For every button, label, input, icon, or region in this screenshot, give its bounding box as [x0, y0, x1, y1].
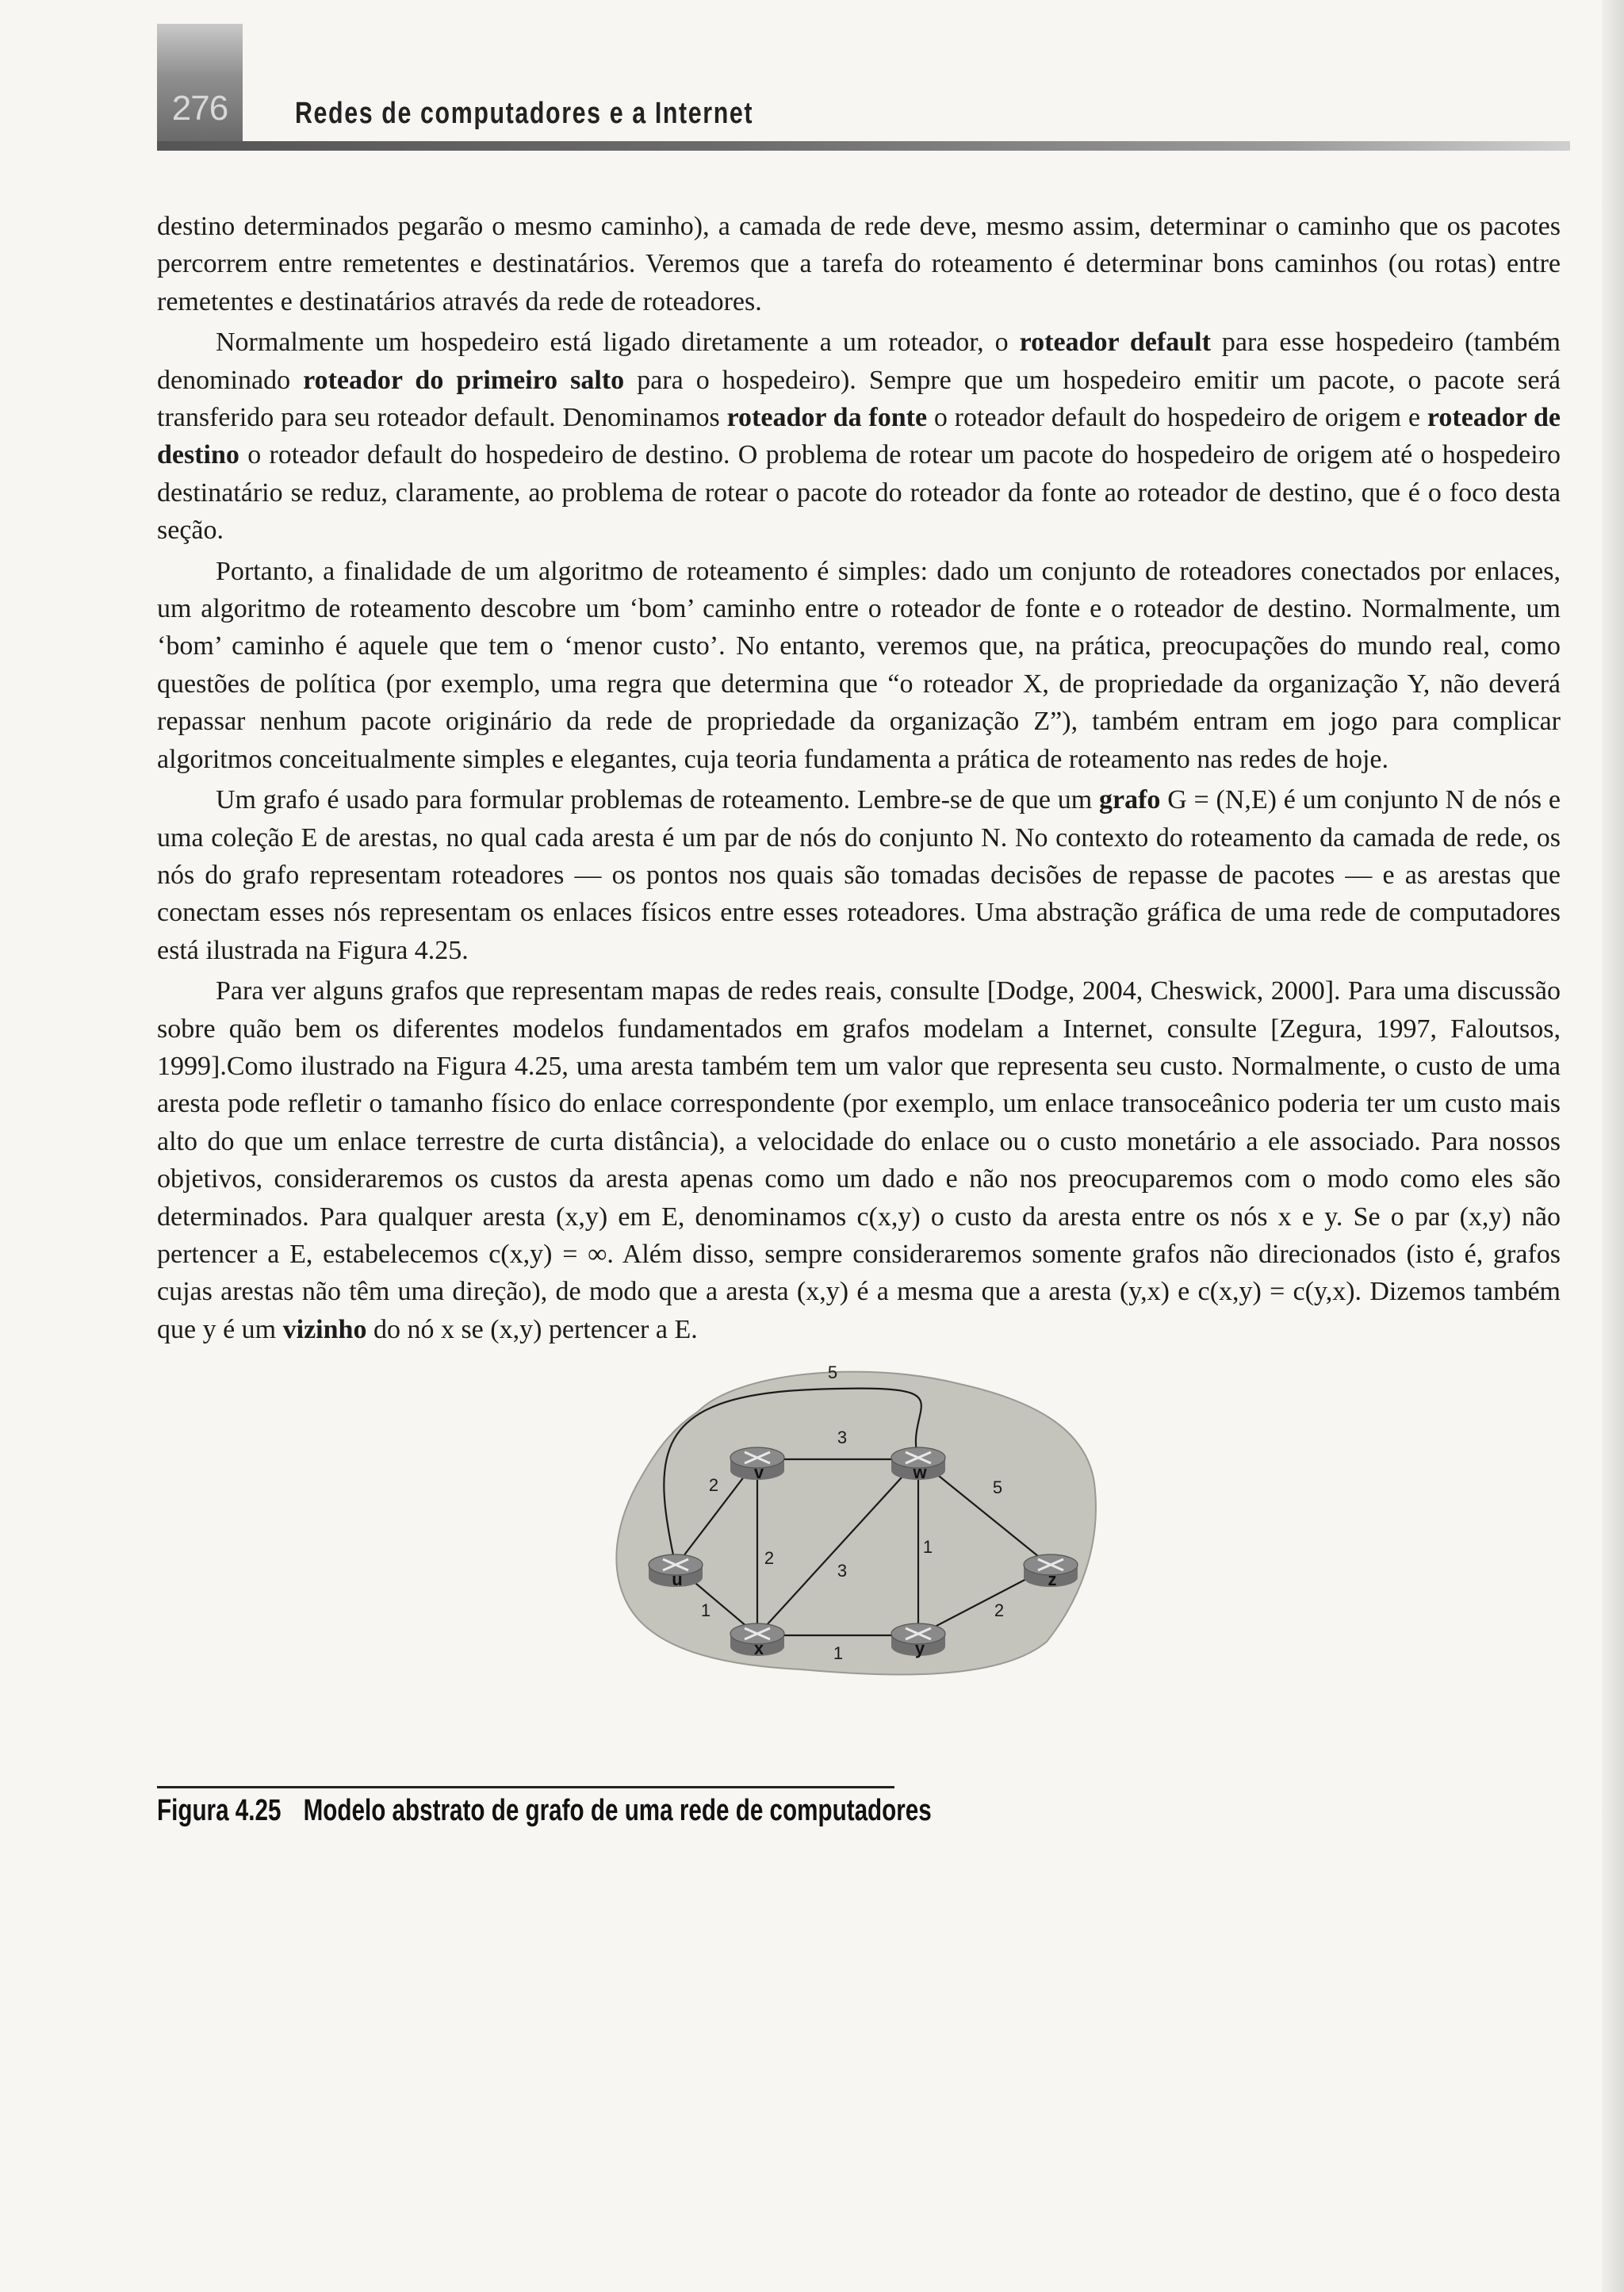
caption-rule [157, 1786, 894, 1788]
page-number: 276 [171, 89, 228, 128]
router-node-x [730, 1623, 784, 1658]
router-node-u [649, 1554, 703, 1589]
term-roteador-destino: roteador de destino [157, 403, 1561, 470]
header-rule [157, 141, 1570, 151]
term-vizinho: vizinho [282, 1314, 367, 1344]
running-head: Redes de computadores e a Internet [295, 97, 754, 130]
paragraph-4 [157, 781, 1561, 969]
paragraph-2 [157, 324, 1561, 549]
paragraph-1: destino determinados pegarão o mesmo caminho), a camada de rede deve, mesmo assim, determinar o caminho que os pacotes percorrem entre remetentes e destinatários. Veremos que a tarefa do roteamento é determinar bons caminhos (ou rotas) entre remetentes e destinatários através da rede de roteadores. [157, 212, 1561, 316]
router-node-z [1024, 1554, 1078, 1589]
router-node-y [891, 1623, 945, 1658]
router-label: y [914, 1639, 925, 1658]
edge-cost-label: 3 [837, 1428, 848, 1447]
text-run: o roteador default do hospedeiro de origem e [927, 403, 1427, 433]
paragraph-3: Portanto, a finalidade de um algoritmo de roteamento é simples: dado um conjunto de roteadores conectados por enlaces, um algoritmo de roteamento descobre um ‘bom’ caminho entre o roteador de fonte e o roteador de destino. Normalmente, um ‘bom’ caminho é aquele que tem o ‘menor custo’. No entanto, veremos que, na prática, preocupações do mundo real, como questões de política (por exemplo, uma regra que determina que “o roteador X, de propriedade da organização Y, não deverá repassar nenhum pacote originário da rede de propriedade da organização Z”), também entram em jogo para complicar algoritmos conceitualmente simples e elegantes, cuja teoria fundamenta a prática de roteamento nas redes de hoje. [157, 556, 1561, 774]
term-primeiro-salto: roteador do primeiro salto [303, 365, 625, 395]
edge-cost-label: 5 [992, 1478, 1003, 1497]
text-run: para o hospedeiro). Sempre que um hospedeiro emitir um pacote, o pacote será transferido para seu roteador default. Denominamos [157, 365, 1561, 433]
text-run: Para ver alguns grafos que representam mapas de redes reais, consulte [Dodge, 2004, Cheswick, 2000]. Para uma discussão sobre quão bem os diferentes modelos fundamentados em grafos modelam a Internet, consulte [Zegura, 1997, Faloutsos, 1999].Como ilustrado na Figura 4.25, uma aresta também tem um valor que representa seu custo. Normalmente, o custo de uma aresta pode refletir o tamanho físico do enlace correspondente (por exemplo, um enlace transoceânico poderia ter um custo mais alto do que um enlace terrestre de curta distância), a velocidade do enlace ou o custo monetário a ele associado. Para nossos objetivos, consideraremos os custos da aresta apenas como um dado e não nos preocuparemos com o modo como eles são determinados. Para qualquer aresta (x,y) em E, denominamos c(x,y) o custo da aresta entre os nós x e y. Se o par (x,y) não pertencer a E, estabelecemos c(x,y) = ∞. Além disso, sempre consideraremos somente grafos não direcionados (isto é, grafos cujas arestas não têm uma direção), de modo que a aresta (x,y) é a mesma que a aresta (y,x) e c(x,y) = c(y,x). Dizemos também que y é um [157, 976, 1561, 1344]
network-cloud [616, 1372, 1096, 1675]
router-node-v [730, 1447, 784, 1482]
caption-text: Modelo abstrato de grafo de uma rede de computadores [303, 1794, 932, 1827]
term-roteador-default: roteador default [1019, 328, 1211, 358]
router-label: v [753, 1462, 764, 1482]
router-label: z [1048, 1570, 1057, 1589]
term-roteador-fonte: roteador da fonte [726, 403, 928, 433]
network-graph [603, 1364, 1102, 1681]
edge-cost-label: 2 [708, 1475, 719, 1495]
edge-cost-label: 1 [833, 1643, 844, 1663]
paragraph-5 [157, 972, 1561, 1348]
text-run: Normalmente um hospedeiro está ligado diretamente a um roteador, o [216, 328, 1020, 358]
edge-cost-label: 2 [764, 1548, 775, 1568]
edge-cost-label: 5 [827, 1364, 838, 1382]
text-run: do nó x se (x,y) pertencer a E. [366, 1314, 698, 1344]
edge-cost-label: 1 [700, 1600, 711, 1620]
text-run: Um grafo é usado para formular problemas de roteamento. Lembre-se de que um [216, 785, 1099, 815]
edge-cost-label: 3 [837, 1561, 848, 1581]
text-run: o roteador default do hospedeiro de destino. O problema de rotear um pacote do hospedeiro de origem até o hospedeiro destinatário se reduz, claramente, ao problema de rotear o pacote do roteador da fonte ao roteador de destino, que é o foco desta seção. [157, 440, 1561, 546]
router-label: x [753, 1639, 764, 1658]
edge-cost-label: 1 [922, 1537, 933, 1557]
page-edge-shadow [1602, 0, 1624, 2292]
router-node-w [891, 1447, 945, 1482]
router-label: w [913, 1462, 927, 1482]
body-text [157, 208, 1561, 1348]
router-label: u [672, 1570, 683, 1589]
edge-cost-label: 2 [994, 1600, 1005, 1620]
network-graph-figure [603, 1364, 1102, 1681]
term-grafo: grafo [1099, 785, 1161, 815]
figure-caption [157, 1794, 932, 1828]
text-run: para esse hospedeiro (também denominado [157, 328, 1561, 395]
caption-label: Figura 4.25 [157, 1794, 282, 1827]
text-run: G = (N,E) é um conjunto N de nós e uma coleção E de arestas, no qual cada aresta é um par de nós do conjunto N. No contexto do roteamento da camada de rede, os nós do grafo representam roteadores — os pontos nos quais são tomadas decisões de repasse de pacotes — e as arestas que conectam esses nós representam os enlaces físicos entre esses roteadores. Uma abstração gráfica de uma rede de computadores está ilustrada na Figura 4.25. [157, 785, 1561, 965]
